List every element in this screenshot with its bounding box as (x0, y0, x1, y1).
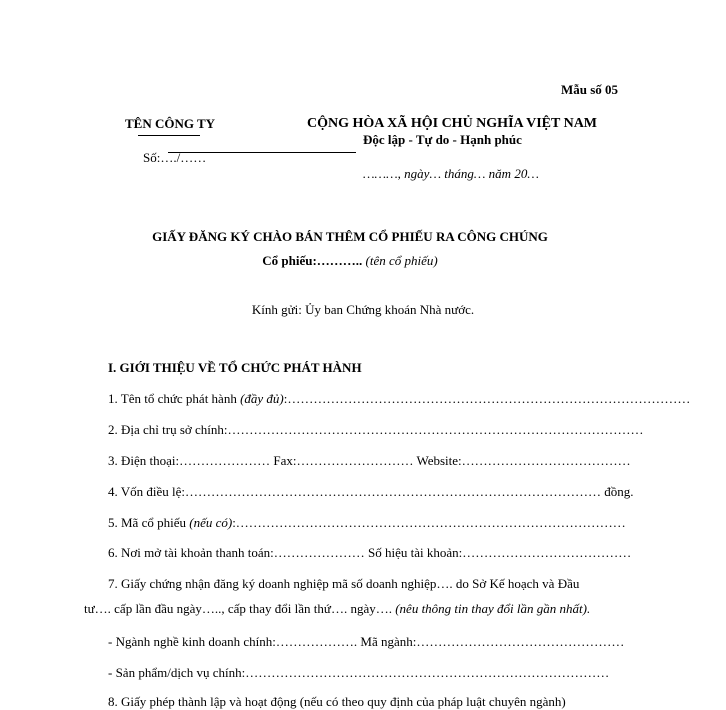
field-stock-code (108, 515, 626, 531)
motto-underline (168, 152, 356, 153)
document-number: Số:…./…… (143, 150, 207, 165)
field-products: - Sản phẩm/dịch vụ chính:………………………………………………………………………… (108, 665, 610, 680)
field-issuer-name (108, 391, 691, 407)
field-dots: :……………………………………………………………………………… (232, 515, 626, 530)
stock-line (0, 253, 700, 269)
stock-label: Cổ phiếu:……….. (262, 253, 363, 268)
field-hint: (nếu có) (189, 515, 233, 530)
field-label: 5. Mã cổ phiếu (108, 515, 190, 530)
section-heading: I. GIỚI THIỆU VỀ TỔ CHỨC PHÁT HÀNH (108, 360, 362, 375)
field-text: tư…. cấp lần đầu ngày….., cấp thay đổi lần thứ…. ngày…. (84, 601, 396, 616)
field-hint: (nêu thông tin thay đổi lần gần nhất). (395, 601, 591, 616)
document-title: GIẤY ĐĂNG KÝ CHÀO BÁN THÊM CỔ PHIẾU RA CÔNG CHÚNG (152, 229, 548, 244)
field-hint: (đầy đủ) (240, 391, 284, 406)
field-contact: 3. Điện thoại:………………… Fax:……………………… Website:………………………………… (108, 453, 631, 468)
form-number: Mẫu số 05 (560, 82, 618, 97)
field-license-partial: 8. Giấy phép thành lập và hoạt động (nếu có theo quy định của pháp luật chuyên ngành) (108, 694, 566, 709)
field-charter-capital: 4. Vốn điều lệ:…………………………………………………………………………………… đồng. (108, 484, 634, 499)
recipient: Kính gửi: Ủy ban Chứng khoán Nhà nước. (251, 302, 475, 317)
field-business-registration: 7. Giấy chứng nhận đăng ký doanh nghiệp mã số doanh nghiệp…. do Sở Kế hoạch và Đầu (108, 576, 580, 591)
field-business-registration-cont (84, 601, 618, 617)
stock-hint: (tên cổ phiếu) (365, 253, 438, 268)
field-dots: :………………………………………………………………………………… (283, 391, 691, 406)
company-name: TÊN CÔNG TY (125, 116, 216, 131)
field-headquarters: 2. Địa chỉ trụ sở chính:…………………………………………………………………………………… (108, 422, 644, 437)
field-bank-account: 6. Nơi mở tài khoản thanh toán:………………… Số hiệu tài khoản:………………………………… (108, 545, 632, 560)
motto: Độc lập - Tự do - Hạnh phúc (363, 132, 522, 147)
field-label: 1. Tên tổ chức phát hành (108, 391, 241, 406)
field-business-lines: - Ngành nghề kinh doanh chính:………………. Mã ngành:………………………………………… (108, 634, 625, 649)
company-underline (138, 135, 200, 136)
date-line: ………, ngày… tháng… năm 20… (363, 166, 539, 181)
republic-heading: CỘNG HÒA XÃ HỘI CHỦ NGHĨA VIỆT NAM (307, 116, 598, 131)
